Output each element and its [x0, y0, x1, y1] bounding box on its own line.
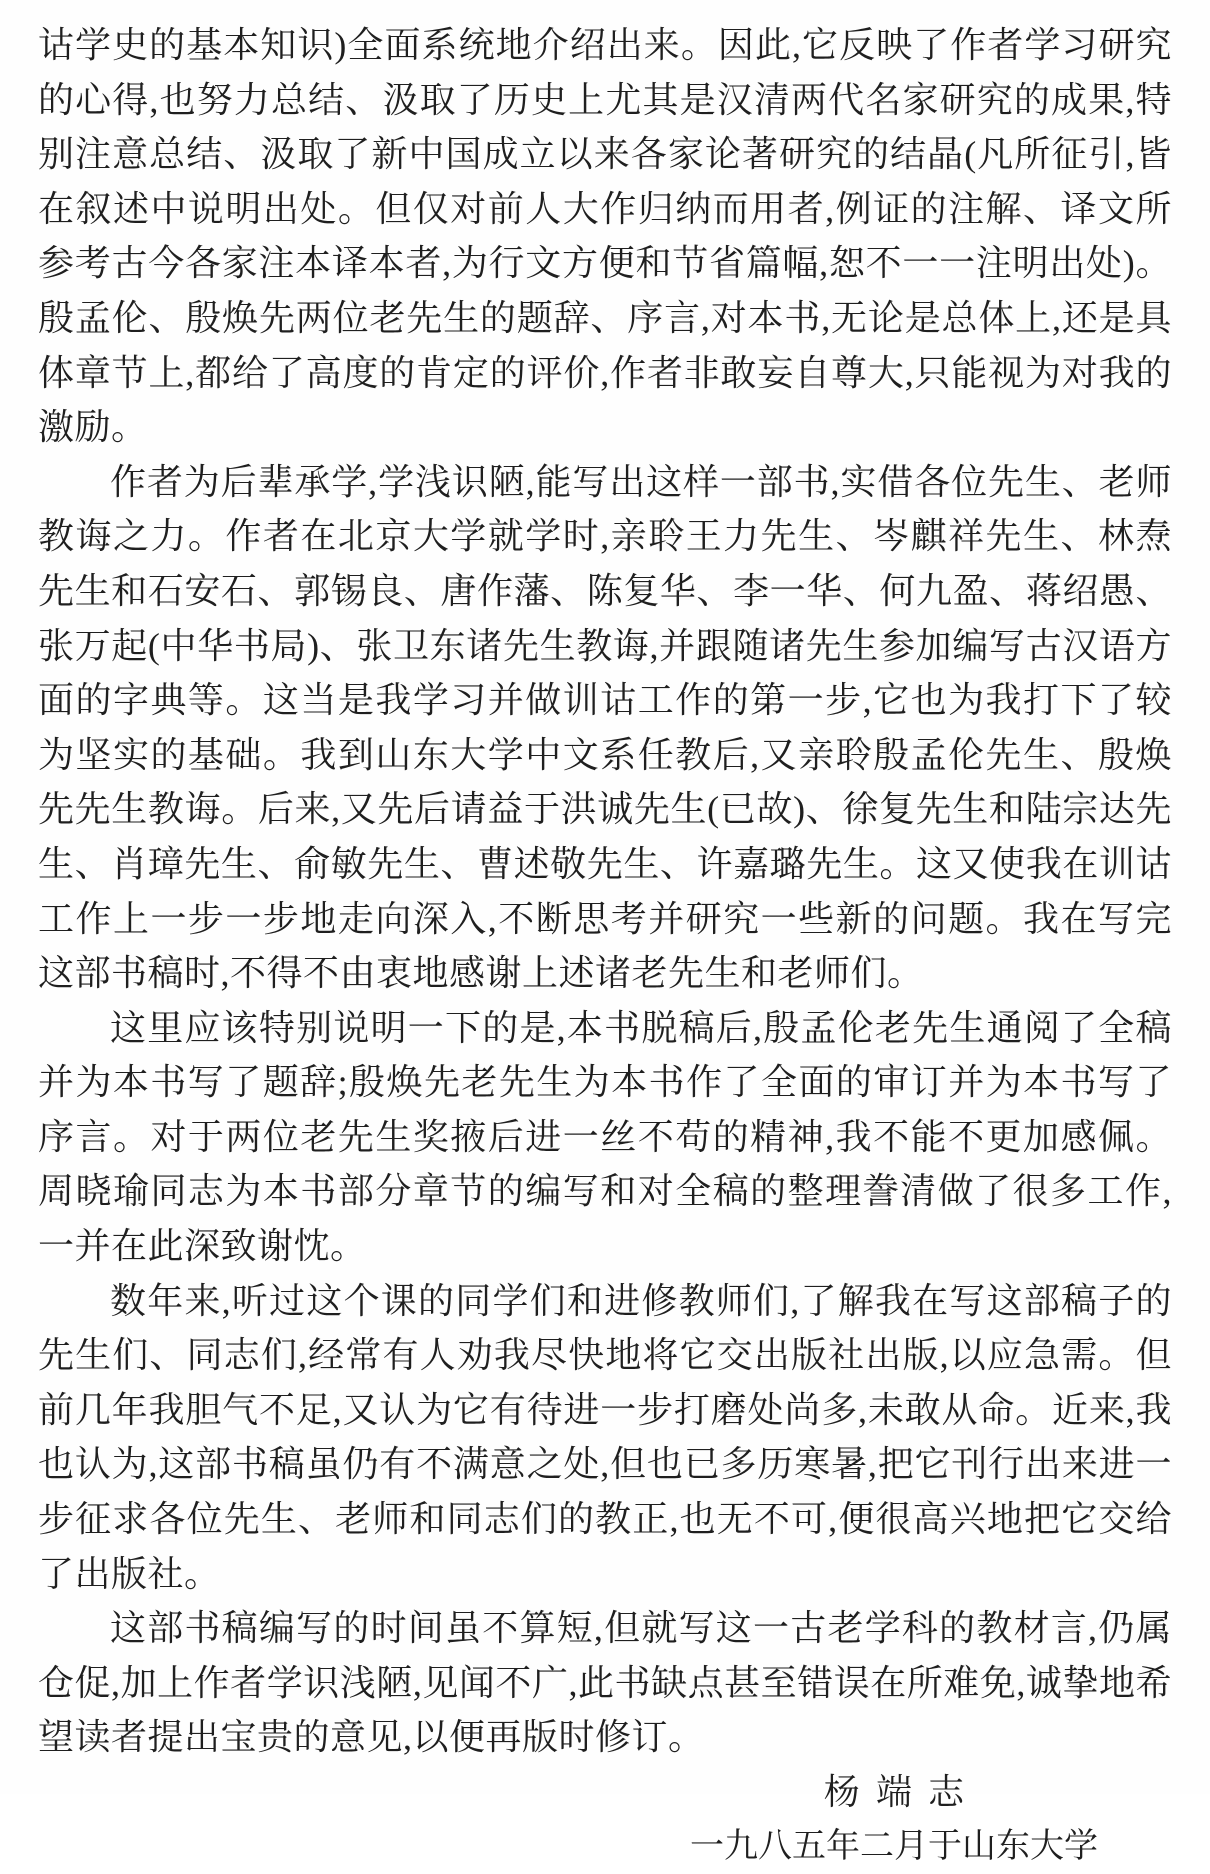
signature-block: [690, 1765, 1098, 1874]
paragraph: 这里应该特别说明一下的是,本书脱稿后,殷孟伦老先生通阅了全稿并为本书写了题辞;殷焕先老先生为本书作了全面的审订并为本书写了序言。对于两位老先生奖掖后进一丝不苟的精神,我不能不更加感佩。周晓瑜同志为本书部分章节的编写和对全稿的整理誊清做了很多工作,一并在此深致谢忱。: [38, 1007, 1172, 1267]
paragraph: 数年来,听过这个课的同学们和进修教师们,了解我在写这部稿子的先生们、同志们,经常有人劝我尽快地将它交出版社出版,以应急需。但前几年我胆气不足,又认为它有待进一步打磨处尚多,未敢从命。近来,我也认为,这部书稿虽仍有不满意之处,但也已多历寒暑,把它刊行出来进一步征求各位先生、老师和同志们的教正,也无不可,便很高兴地把它交给了出版社。: [38, 1280, 1172, 1594]
paragraph: 诂学史的基本知识)全面系统地介绍出来。因此,它反映了作者学习研究的心得,也努力总结、汲取了历史上尤其是汉清两代名家研究的成果,特别注意总结、汲取了新中国成立以来各家论著研究的结晶(凡所征引,皆在叙述中说明出处。但仅对前人大作归纳而用者,例证的注解、译文所参考古今各家注本译本者,为行文方便和节省篇幅,恕不一一注明出处)。殷孟伦、殷焕先两位老先生的题辞、序言,对本书,无论是总体上,还是具体章节上,都给了高度的肯定的评价,作者非敢妄自尊大,只能视为对我的激励。: [38, 25, 1172, 448]
paragraph: 作者为后辈承学,学浅识陋,能写出这样一部书,实借各位先生、老师教诲之力。作者在北京大学就学时,亲聆王力先生、岑麒祥先生、林焘先生和石安石、郭锡良、唐作藩、陈复华、李一华、何九盈、蒋绍愚、张万起(中华书局)、张卫东诸先生教诲,并跟随诸先生参加编写古汉语方面的字典等。这当是我学习并做训诂工作的第一步,它也为我打下了较为坚实的基础。我到山东大学中文系任教后,又亲聆殷孟伦先生、殷焕先先生教诲。后来,又先后请益于洪诚先生(已故)、徐复先生和陆宗达先生、肖璋先生、俞敏先生、曹述敬先生、许嘉璐先生。这又使我在训诂工作上一步一步地走向深入,不断思考并研究一些新的问题。我在写完这部书稿时,不得不由衷地感谢上述诸老先生和老师们。: [38, 461, 1172, 994]
paragraph: 这部书稿编写的时间虽不算短,但就写这一古老学科的教材言,仍属仓促,加上作者学识浅陋,见闻不广,此书缺点甚至错误在所难免,诚挚地希望读者提出宝贵的意见,以便再版时修订。: [38, 1608, 1172, 1758]
author-name: 杨端志: [823, 1772, 981, 1812]
signature-date: 一九八五年二月于山东大学: [690, 1827, 1098, 1865]
